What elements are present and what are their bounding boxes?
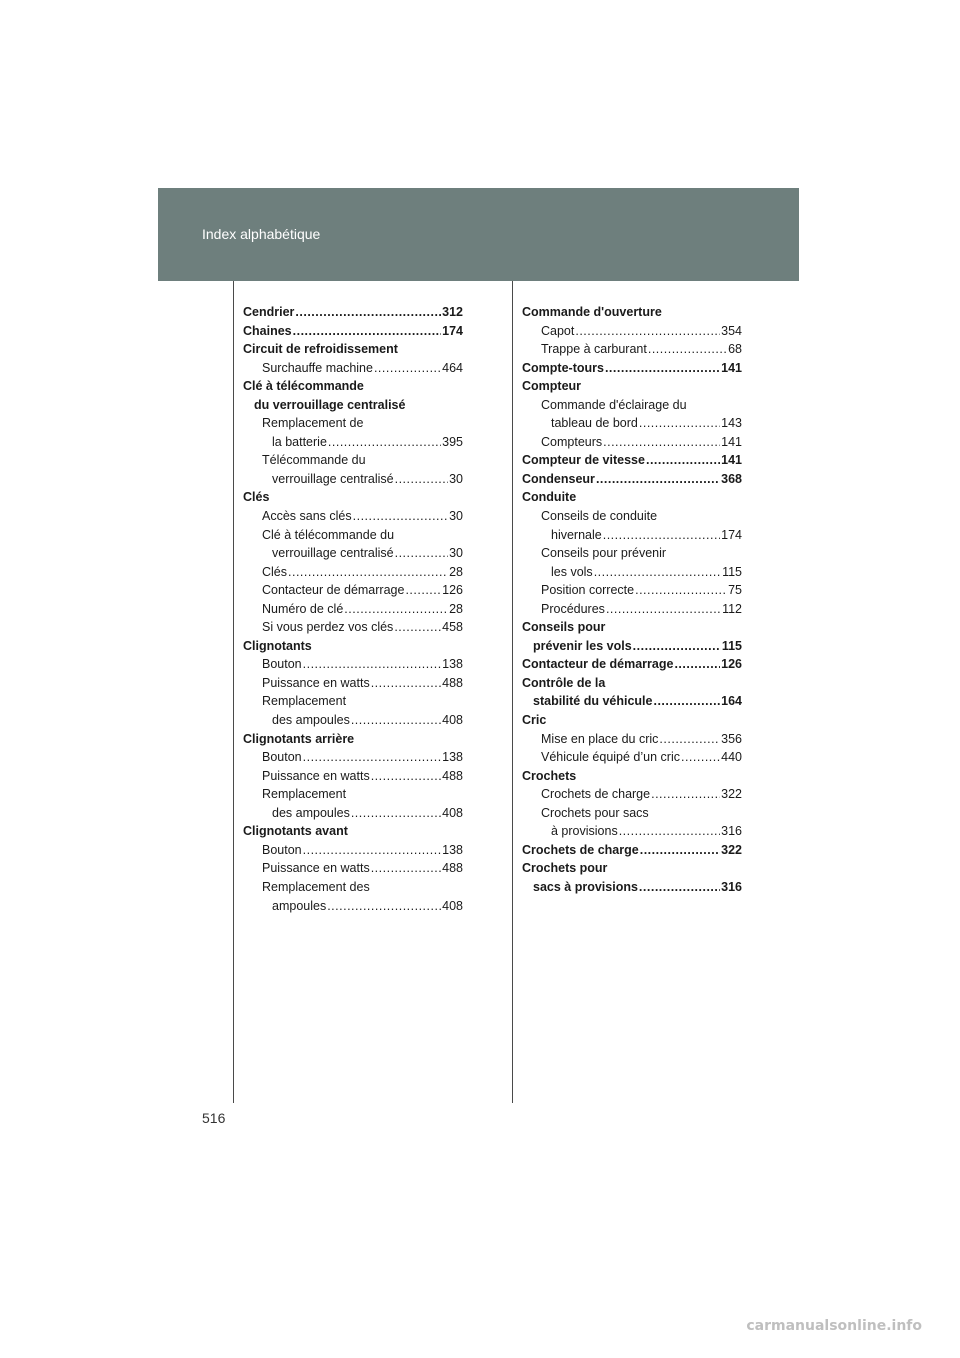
entry-page-number: 30 (449, 471, 463, 486)
index-entry (243, 859, 463, 878)
index-heading (522, 618, 742, 637)
entry-label: ampoules (272, 898, 327, 913)
entry-label: hivernale (551, 527, 602, 542)
entry-label: Clé à télécommande (243, 379, 364, 394)
entry-page-number: 126 (721, 657, 742, 672)
index-heading (522, 674, 742, 693)
index-heading (522, 711, 742, 730)
index-entry (243, 767, 463, 786)
entry-label: Compteur (522, 379, 582, 394)
leader-dots (651, 785, 720, 804)
entry-page-number: 164 (721, 694, 742, 709)
entry-label: Contrôle de la (522, 675, 606, 690)
leader-dots (303, 841, 442, 860)
entry-page-number: 141 (721, 434, 742, 449)
entry-label: Cendrier (243, 305, 295, 319)
index-heading (243, 414, 463, 433)
leader-dots (351, 804, 441, 823)
entry-label: Conseils de conduite (541, 509, 658, 524)
index-heading (243, 730, 463, 749)
entry-page-number: 395 (442, 434, 463, 449)
index-entry (243, 544, 463, 563)
entry-label: Commande d'ouverture (522, 305, 662, 319)
index-heading (522, 804, 742, 823)
entry-page-number: 488 (442, 768, 463, 783)
index-entry (243, 303, 463, 322)
entry-page-number: 30 (449, 509, 463, 524)
entry-label: Crochets pour sacs (541, 805, 649, 820)
index-entry (522, 878, 742, 897)
entry-label: Télécommande du (262, 453, 366, 468)
entry-label: Clés (262, 564, 288, 579)
entry-label: Remplacement (262, 787, 347, 802)
leader-dots (395, 470, 449, 489)
entry-label: stabilité du véhicule (533, 694, 653, 709)
entry-label: Mise en place du cric (541, 731, 659, 746)
entry-label: Remplacement des (262, 879, 370, 894)
entry-page-number: 322 (721, 842, 742, 857)
entry-label: Remplacement de (262, 416, 364, 431)
entry-label: Accès sans clés (262, 509, 352, 524)
entry-label: prévenir les vols (533, 638, 632, 653)
entry-page-number: 28 (449, 564, 463, 579)
index-heading (522, 303, 742, 322)
leader-dots (635, 581, 727, 600)
entry-label: Contacteur de démarrage (522, 657, 674, 672)
index-entry (243, 581, 463, 600)
index-heading (522, 859, 742, 878)
index-heading (522, 488, 742, 507)
leader-dots (639, 878, 720, 897)
entry-label: Remplacement (262, 694, 347, 709)
leader-dots (371, 674, 441, 693)
entry-label: Conduite (522, 490, 577, 505)
entry-label: Compteur de vitesse (522, 453, 645, 468)
index-heading (522, 767, 742, 786)
entry-page-number: 126 (442, 583, 463, 598)
index-entry (522, 692, 742, 711)
index-heading (243, 526, 463, 545)
leader-dots (351, 711, 441, 730)
entry-page-number: 322 (721, 787, 742, 802)
entry-label: Surchauffe machine (262, 360, 373, 375)
entry-label: Commande d'éclairage du (541, 397, 687, 412)
entry-label: Compteurs (541, 434, 603, 449)
leader-dots (619, 822, 720, 841)
leader-dots (394, 618, 441, 637)
entry-label: la batterie (272, 434, 327, 449)
entry-label: verrouillage centralisé (272, 471, 394, 486)
leader-dots (353, 507, 448, 526)
index-heading (243, 785, 463, 804)
entry-page-number: 488 (442, 861, 463, 876)
index-entry (522, 451, 742, 470)
entry-page-number: 368 (721, 471, 742, 486)
leader-dots (648, 340, 727, 359)
leader-dots (371, 859, 441, 878)
leader-dots (640, 841, 720, 860)
entry-label: Condenseur (522, 471, 595, 486)
entry-label: Procédures (541, 601, 605, 616)
leader-dots (596, 470, 720, 489)
entry-page-number: 141 (721, 453, 742, 468)
entry-page-number: 312 (442, 305, 463, 319)
entry-label: Conseils pour (522, 620, 606, 635)
entry-label: Cric (522, 713, 547, 728)
index-entry (522, 414, 742, 433)
entry-page-number: 464 (442, 360, 463, 375)
index-entry (522, 785, 742, 804)
entry-label: à provisions (551, 824, 618, 839)
index-entry (522, 340, 742, 359)
index-heading (243, 488, 463, 507)
entry-label: Capot (541, 323, 575, 338)
index-entry (243, 507, 463, 526)
leader-dots (303, 748, 442, 767)
leader-dots (659, 730, 720, 749)
entry-label: Circuit de refroidissement (243, 342, 398, 357)
entry-page-number: 458 (442, 620, 463, 635)
entry-page-number: 138 (442, 750, 463, 765)
leader-dots (639, 414, 720, 433)
leader-dots (681, 748, 720, 767)
index-heading (522, 396, 742, 415)
entry-page-number: 138 (442, 842, 463, 857)
index-heading (522, 377, 742, 396)
entry-label: Clignotants arrière (243, 731, 355, 746)
leader-dots (295, 303, 441, 322)
leader-dots (605, 359, 720, 378)
column-divider-middle (512, 281, 513, 1103)
entry-label: Numéro de clé (262, 601, 344, 616)
leader-dots (395, 544, 449, 563)
entry-label: Crochets pour (522, 861, 608, 876)
section-title: Index alphabétique (202, 226, 321, 242)
entry-page-number: 115 (722, 564, 742, 579)
entry-page-number: 141 (721, 360, 742, 375)
index-entry (243, 655, 463, 674)
index-heading (243, 878, 463, 897)
index-entry (522, 563, 742, 582)
entry-label: tableau de bord (551, 416, 638, 431)
leader-dots (371, 767, 441, 786)
leader-dots (328, 433, 441, 452)
entry-label: Crochets (522, 768, 577, 783)
entry-label: Crochets de charge (522, 842, 639, 857)
index-entry (243, 897, 463, 916)
entry-label: Conseils pour prévenir (541, 546, 667, 561)
entry-page-number: 138 (442, 657, 463, 672)
entry-label: sacs à provisions (533, 879, 638, 894)
entry-page-number: 28 (449, 601, 463, 616)
entry-label: Contacteur de démarrage (262, 583, 405, 598)
entry-label: Bouton (262, 657, 302, 672)
entry-label: Position correcte (541, 583, 635, 598)
index-heading (243, 340, 463, 359)
leader-dots (633, 637, 721, 656)
entry-label: Puissance en watts (262, 861, 370, 876)
index-entry (243, 359, 463, 378)
entry-label: du verrouillage centralisé (254, 397, 406, 412)
entry-page-number: 115 (721, 638, 742, 653)
leader-dots (344, 600, 448, 619)
entry-label: Clés (243, 490, 270, 505)
leader-dots (288, 563, 448, 582)
index-entry (522, 600, 742, 619)
entry-label: Bouton (262, 750, 302, 765)
index-entry (243, 322, 463, 341)
index-entry (522, 822, 742, 841)
index-heading (243, 451, 463, 470)
index-entry (522, 359, 742, 378)
entry-page-number: 30 (449, 546, 463, 561)
leader-dots (374, 359, 441, 378)
entry-label: verrouillage centralisé (272, 546, 394, 561)
index-entry (243, 600, 463, 619)
index-heading (522, 544, 742, 563)
entry-page-number: 68 (728, 342, 742, 357)
entry-label: Clé à télécommande du (262, 527, 395, 542)
index-entry (243, 711, 463, 730)
entry-label: Puissance en watts (262, 675, 370, 690)
leader-dots (606, 600, 721, 619)
index-entry (522, 655, 742, 674)
index-column-right (522, 303, 742, 897)
entry-label: Bouton (262, 842, 302, 857)
leader-dots (575, 322, 720, 341)
entry-page-number: 316 (721, 824, 742, 839)
index-entry (243, 748, 463, 767)
entry-page-number: 316 (721, 879, 742, 894)
leader-dots (303, 655, 442, 674)
entry-page-number: 174 (721, 527, 742, 542)
entry-page-number: 112 (722, 601, 742, 616)
index-entry (522, 748, 742, 767)
index-heading (243, 396, 463, 415)
leader-dots (594, 563, 721, 582)
entry-label: les vols (551, 564, 593, 579)
entry-label: Véhicule équipé d’un cric (541, 750, 680, 765)
entry-page-number: 408 (442, 805, 463, 820)
index-entry (522, 730, 742, 749)
column-divider-left (233, 281, 234, 1103)
index-entry (243, 563, 463, 582)
index-entry (243, 674, 463, 693)
index-entry (243, 618, 463, 637)
index-entry (243, 841, 463, 860)
index-heading (243, 637, 463, 656)
entry-page-number: 408 (442, 713, 463, 728)
leader-dots (405, 581, 441, 600)
index-column-left (243, 303, 463, 915)
index-entry (522, 526, 742, 545)
index-heading (243, 822, 463, 841)
entry-label: Chaines (243, 323, 292, 338)
entry-label: Si vous perdez vos clés (262, 620, 394, 635)
index-entry (243, 433, 463, 452)
index-entry (243, 804, 463, 823)
entry-page-number: 143 (721, 416, 742, 431)
entry-page-number: 488 (442, 675, 463, 690)
entry-label: des ampoules (272, 713, 350, 728)
entry-page-number: 408 (442, 898, 463, 913)
leader-dots (603, 433, 720, 452)
leader-dots (327, 897, 441, 916)
leader-dots (293, 322, 442, 341)
entry-page-number: 354 (721, 323, 742, 338)
index-heading (522, 507, 742, 526)
index-entry (522, 581, 742, 600)
leader-dots (653, 692, 720, 711)
index-entry (522, 433, 742, 452)
entry-label: Trappe à carburant (541, 342, 647, 357)
index-entry (522, 841, 742, 860)
entry-label: Crochets de charge (541, 787, 651, 802)
index-entry (522, 637, 742, 656)
entry-page-number: 174 (442, 323, 463, 338)
leader-dots (646, 451, 720, 470)
watermark: carmanualsonline.info (746, 1318, 922, 1334)
entry-label: des ampoules (272, 805, 350, 820)
header-band (158, 188, 799, 281)
page-number: 516 (202, 1110, 226, 1126)
entry-label: Clignotants (243, 638, 312, 653)
index-entry (243, 470, 463, 489)
entry-page-number: 75 (728, 583, 742, 598)
index-entry (522, 322, 742, 341)
entry-label: Compte-tours (522, 360, 604, 375)
entry-page-number: 440 (721, 750, 742, 765)
leader-dots (603, 526, 720, 545)
index-heading (243, 377, 463, 396)
index-heading (243, 692, 463, 711)
entry-label: Puissance en watts (262, 768, 370, 783)
entry-page-number: 356 (721, 731, 742, 746)
entry-label: Clignotants avant (243, 824, 348, 839)
leader-dots (674, 655, 720, 674)
index-entry (522, 470, 742, 489)
